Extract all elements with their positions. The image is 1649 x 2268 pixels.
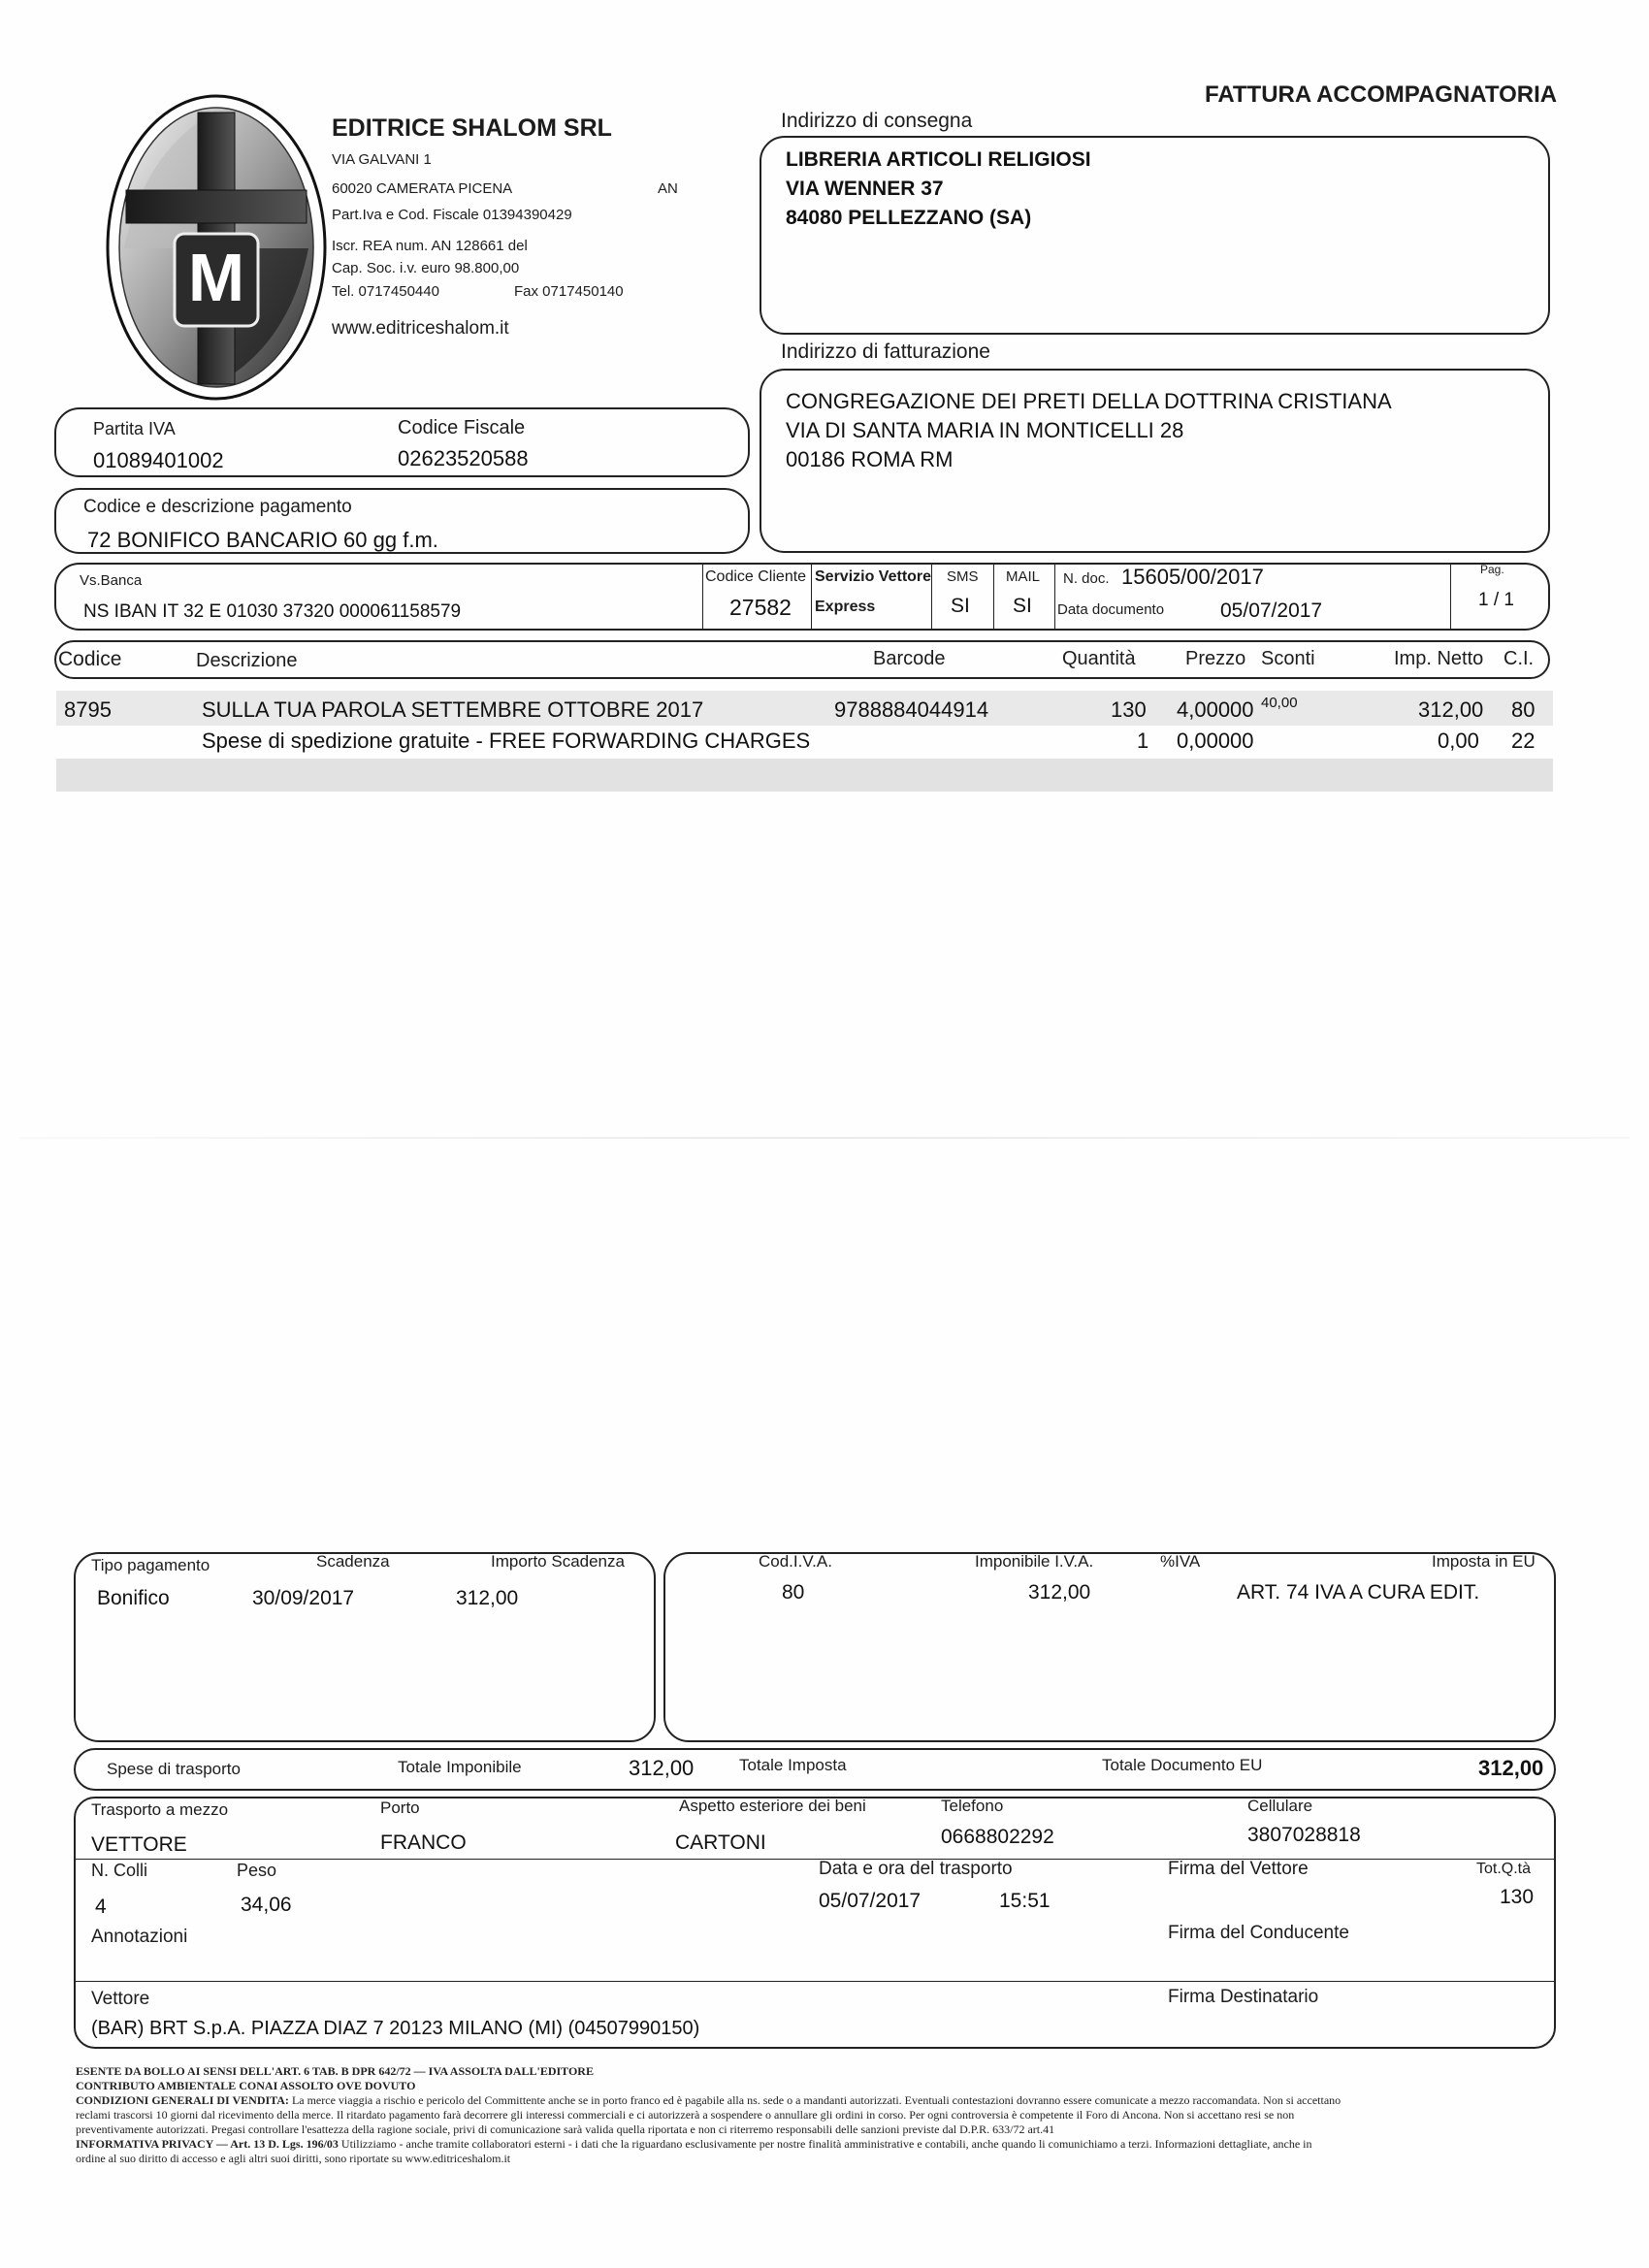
cf-label: Codice Fiscale bbox=[398, 417, 526, 438]
delivery-line1: LIBRERIA ARTICOLI RELIGIOSI bbox=[786, 148, 1091, 171]
legal-line-7: ordine al suo diritto di accesso e agli altri suoi diritti, sono riportate su www.editriceshalom.it bbox=[76, 2152, 511, 2165]
issuer-rea: Iscr. REA num. AN 128661 del bbox=[332, 238, 528, 254]
delivery-label: Indirizzo di consegna bbox=[781, 110, 973, 132]
item-net: 312,00 bbox=[1418, 697, 1484, 722]
client-code-value: 27582 bbox=[729, 595, 792, 620]
doc-total-value: 312,00 bbox=[1478, 1756, 1544, 1780]
datetime-label: Data e ora del trasporto bbox=[819, 1859, 1013, 1879]
appearance-label: Aspetto esteriore dei beni bbox=[679, 1797, 866, 1815]
item-code: 8795 bbox=[64, 697, 112, 722]
page-label: Pag. bbox=[1480, 563, 1504, 576]
issuer-tel: Tel. 0717450440 bbox=[332, 283, 439, 300]
legal-line-6-heading: INFORMATIVA PRIVACY — Art. 13 D. Lgs. 196/03 bbox=[76, 2137, 339, 2151]
item-discount: 40,00 bbox=[1261, 695, 1298, 711]
info-divider bbox=[811, 565, 812, 629]
billing-line3: 00186 ROMA RM bbox=[786, 447, 954, 471]
notes-label: Annotazioni bbox=[91, 1927, 188, 1947]
vat-taxable-value: 312,00 bbox=[1028, 1581, 1091, 1604]
transport-time-value: 15:51 bbox=[999, 1890, 1051, 1912]
info-divider bbox=[702, 565, 703, 629]
issuer-capital: Cap. Soc. i.v. euro 98.800,00 bbox=[332, 260, 520, 276]
mobile-label: Cellulare bbox=[1247, 1797, 1313, 1815]
issuer-vat: Part.Iva e Cod. Fiscale 01394390429 bbox=[332, 207, 572, 223]
payment-value: 72 BONIFICO BANCARIO 60 gg f.m. bbox=[87, 528, 438, 552]
carrier-service-value: Express bbox=[815, 599, 876, 615]
item-qty: 1 bbox=[1137, 729, 1149, 753]
transport-divider bbox=[76, 1981, 1554, 1982]
item-price: 0,00000 bbox=[1177, 729, 1254, 753]
issuer-fax: Fax 0717450140 bbox=[514, 283, 624, 300]
port-value: FRANCO bbox=[380, 1831, 467, 1854]
col-discount: Sconti bbox=[1261, 648, 1315, 669]
payment-type-label: Tipo pagamento bbox=[91, 1556, 210, 1574]
carrier-label: Vettore bbox=[91, 1989, 150, 2009]
mail-label: MAIL bbox=[1006, 568, 1041, 585]
delivery-line2: VIA WENNER 37 bbox=[786, 178, 944, 200]
issuer-province: AN bbox=[658, 180, 678, 197]
doc-no-value: 15605/00/2017 bbox=[1121, 565, 1264, 589]
client-code-label: Codice Cliente bbox=[705, 568, 807, 585]
tax-total-label: Totale Imposta bbox=[739, 1756, 847, 1774]
payment-due-value: 30/09/2017 bbox=[252, 1587, 355, 1609]
legal-line-5: preventivamente autorizzati. Pregasi controllare l'esattezza della ragione sociale, privi di comunicazione sarà valida quella riportata e non ci riterremo responsabili delle sanzioni previste dal D.P.R. 633/72 art.41 bbox=[76, 2122, 1055, 2136]
vat-code-value: 80 bbox=[782, 1581, 805, 1604]
legal-line-3: La merce viaggia a rischio e pericolo del Committente anche se in porto franco ed è pagabile alla ns. sede o a mandanti autorizzati. Eventuali contestazioni dovranno essere comunicate a mezzo raccomandata. Non si accettano bbox=[288, 2093, 1342, 2107]
doc-date-value: 05/07/2017 bbox=[1220, 599, 1323, 622]
recipient-signature-label: Firma Destinatario bbox=[1168, 1987, 1319, 2007]
legal-line-6: Utilizziamo - anche tramite collaboratori esterni - i dati che la riguardano esclusivamente per nostre finalità amministrative e contabili, anche quando li comunichiamo a terzi. Informazioni dettagliate, anche in bbox=[338, 2137, 1312, 2151]
colli-label: N. Colli bbox=[91, 1861, 148, 1880]
info-divider bbox=[1450, 565, 1451, 629]
legal-line-4: reclami trascorsi 10 giorni dal ricevimento della merce. Il ritardato pagamento farà decorrere gli interessi commerciali e ci autorizzerà a sospendere o annullare gli ordini in corso. Per ogni controversia è competente il Foro di Ancona. Non si accettano resi se non bbox=[76, 2108, 1295, 2122]
carrier-service-label: Servizio Vettore bbox=[815, 568, 932, 585]
taxable-total-label: Totale Imponibile bbox=[398, 1758, 522, 1776]
col-net: Imp. Netto bbox=[1394, 648, 1484, 669]
payment-amount-value: 312,00 bbox=[456, 1587, 519, 1609]
mail-value: SI bbox=[1013, 595, 1032, 617]
shipping-label: Spese di trasporto bbox=[107, 1760, 241, 1778]
doc-total-label: Totale Documento EU bbox=[1102, 1756, 1263, 1774]
company-logo bbox=[105, 93, 328, 402]
vat-note: ART. 74 IVA A CURA EDIT. bbox=[1237, 1581, 1480, 1604]
col-price: Prezzo bbox=[1185, 648, 1246, 669]
item-description: SULLA TUA PAROLA SETTEMBRE OTTOBRE 2017 bbox=[202, 697, 704, 722]
col-code: Codice bbox=[58, 648, 122, 670]
transport-date-value: 05/07/2017 bbox=[819, 1890, 922, 1912]
row-shading bbox=[56, 759, 1553, 792]
sms-value: SI bbox=[951, 595, 970, 617]
delivery-line3: 84080 PELLEZZANO (SA) bbox=[786, 207, 1032, 229]
item-price: 4,00000 bbox=[1177, 697, 1254, 722]
doc-date-label: Data documento bbox=[1057, 601, 1165, 618]
transport-divider bbox=[76, 1859, 1554, 1860]
bank-value: NS IBAN IT 32 E 01030 37320 000061158579 bbox=[83, 601, 462, 622]
mobile-value: 3807028818 bbox=[1247, 1824, 1361, 1846]
item-description: Spese di spedizione gratuite - FREE FORWARDING CHARGES bbox=[202, 729, 811, 753]
cf-value: 02623520588 bbox=[398, 446, 529, 470]
payment-type-value: Bonifico bbox=[97, 1587, 170, 1609]
vat-code-label: Cod.I.V.A. bbox=[759, 1552, 832, 1571]
vat-tax-label: Imposta in EU bbox=[1432, 1552, 1536, 1571]
piva-label: Partita IVA bbox=[93, 419, 176, 438]
colli-value: 4 bbox=[95, 1895, 107, 1918]
weight-value: 34,06 bbox=[241, 1894, 292, 1916]
col-barcode: Barcode bbox=[873, 648, 946, 669]
phone-value: 0668802292 bbox=[941, 1826, 1054, 1848]
taxable-total-value: 312,00 bbox=[629, 1756, 695, 1780]
issuer-website: www.editriceshalom.it bbox=[332, 318, 509, 339]
item-ci: 80 bbox=[1511, 697, 1536, 722]
col-qty: Quantità bbox=[1062, 648, 1136, 669]
item-barcode: 9788884044914 bbox=[834, 697, 989, 722]
issuer-name: EDITRICE SHALOM SRL bbox=[332, 114, 612, 142]
info-divider bbox=[993, 565, 994, 629]
item-net: 0,00 bbox=[1438, 729, 1479, 753]
payment-label: Codice e descrizione pagamento bbox=[83, 497, 352, 517]
transport-mode-label: Trasporto a mezzo bbox=[91, 1800, 229, 1819]
info-divider bbox=[931, 565, 932, 629]
payment-amount-label: Importo Scadenza bbox=[491, 1552, 625, 1571]
issuer-city: 60020 CAMERATA PICENA bbox=[332, 180, 513, 197]
carrier-value: (BAR) BRT S.p.A. PIAZZA DIAZ 7 20123 MILANO (MI) (04507990150) bbox=[91, 2018, 700, 2039]
col-ci: C.I. bbox=[1504, 648, 1535, 669]
billing-label: Indirizzo di fatturazione bbox=[781, 340, 990, 363]
issuer-address: VIA GALVANI 1 bbox=[332, 151, 432, 168]
phone-label: Telefono bbox=[941, 1797, 1004, 1815]
legal-line-1: ESENTE DA BOLLO AI SENSI DELL'ART. 6 TAB. B DPR 642/72 — IVA ASSOLTA DALL'EDITORE bbox=[76, 2064, 594, 2078]
piva-value: 01089401002 bbox=[93, 448, 224, 472]
document-title: FATTURA ACCOMPAGNATORIA bbox=[1205, 81, 1558, 108]
transport-mode-value: VETTORE bbox=[91, 1833, 187, 1856]
appearance-value: CARTONI bbox=[675, 1831, 766, 1854]
vat-taxable-label: Imponibile I.V.A. bbox=[975, 1552, 1094, 1571]
col-description: Descrizione bbox=[196, 650, 298, 671]
item-qty: 130 bbox=[1111, 697, 1147, 722]
legal-footer bbox=[76, 2064, 1569, 2166]
paper-fold bbox=[19, 1137, 1630, 1139]
logo-letter: M bbox=[187, 240, 245, 315]
bank-label: Vs.Banca bbox=[80, 572, 143, 589]
payment-due-label: Scadenza bbox=[316, 1552, 390, 1571]
legal-line-2: CONTRIBUTO AMBIENTALE CONAI ASSOLTO OVE DOVUTO bbox=[76, 2079, 416, 2092]
info-divider bbox=[1054, 565, 1055, 629]
doc-no-label: N. doc. bbox=[1063, 570, 1110, 587]
tot-qty-label: Tot.Q.tà bbox=[1476, 1861, 1532, 1877]
page-value: 1 / 1 bbox=[1478, 590, 1514, 610]
vat-rate-label: %IVA bbox=[1160, 1552, 1201, 1571]
item-ci: 22 bbox=[1511, 729, 1536, 753]
legal-line-3-heading: CONDIZIONI GENERALI DI VENDITA: bbox=[76, 2093, 289, 2107]
sms-label: SMS bbox=[947, 568, 979, 585]
port-label: Porto bbox=[380, 1798, 420, 1817]
billing-line2: VIA DI SANTA MARIA IN MONTICELLI 28 bbox=[786, 418, 1184, 442]
weight-label: Peso bbox=[237, 1861, 277, 1880]
driver-signature-label: Firma del Conducente bbox=[1168, 1923, 1349, 1943]
payment-schedule-box bbox=[74, 1552, 656, 1742]
tot-qty-value: 130 bbox=[1500, 1886, 1535, 1908]
carrier-signature-label: Firma del Vettore bbox=[1168, 1859, 1309, 1879]
billing-line1: CONGREGAZIONE DEI PRETI DELLA DOTTRINA CRISTIANA bbox=[786, 389, 1392, 413]
